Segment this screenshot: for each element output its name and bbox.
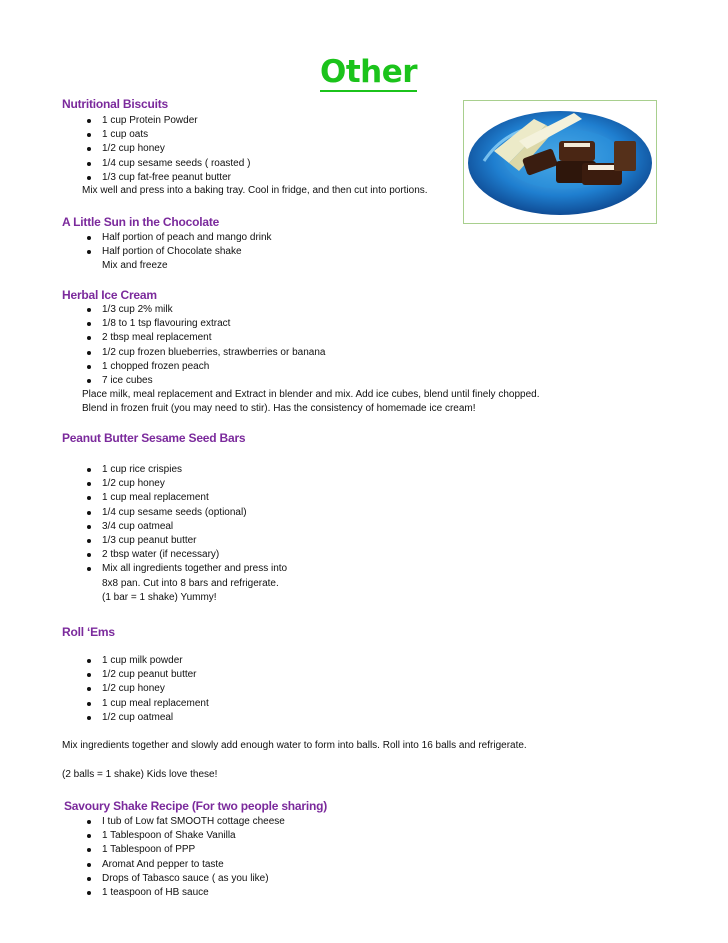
instructions-herbal-ice-cream-line-2: Blend in frozen fruit (you may need to stir). Has the consistency of homemade ice cream! — [82, 403, 476, 414]
list-item: 1 teaspoon of HB sauce — [62, 886, 285, 900]
list-item: 1/4 cup sesame seeds (optional) — [62, 506, 287, 520]
list-item: Half portion of Chocolate shake — [62, 245, 272, 259]
section-heading-roll-ems: Roll ‘Ems — [62, 625, 115, 639]
list-item: 1/3 cup fat-free peanut butter — [62, 171, 250, 185]
ingredient-list-little-sun — [62, 231, 272, 274]
list-item: 1 cup milk powder — [62, 654, 209, 668]
note-roll-ems: (2 balls = 1 shake) Kids love these! — [62, 769, 218, 780]
list-item-note: Mix and freeze — [102, 260, 168, 272]
list-item: 1 cup oats — [62, 128, 250, 142]
instructions-nutritional-biscuits: Mix well and press into a baking tray. Cool in fridge, and then cut into portions. — [82, 185, 428, 196]
list-item: 1/2 cup frozen blueberries, strawberries or banana — [62, 346, 325, 360]
list-item: 1 Tablespoon of PPP — [62, 843, 285, 857]
list-item: Mix all ingredients together and press into — [62, 562, 287, 576]
list-item: 1/8 to 1 tsp flavouring extract — [62, 317, 325, 331]
list-item: Aromat And pepper to taste — [62, 858, 285, 872]
list-item-continuation: 8x8 pan. Cut into 8 bars and refrigerate. — [102, 577, 279, 589]
section-heading-little-sun: A Little Sun in the Chocolate — [62, 215, 220, 229]
list-item: 2 tbsp water (if necessary) — [62, 548, 287, 562]
ingredient-list-savoury-shake — [62, 815, 285, 900]
list-item: 3/4 cup oatmeal — [62, 520, 287, 534]
section-heading-peanut-butter-bars: Peanut Butter Sesame Seed Bars — [62, 431, 246, 445]
ingredient-list-roll-ems — [62, 654, 209, 725]
list-item: 1/2 cup oatmeal — [62, 711, 209, 725]
list-item: 1 Tablespoon of Shake Vanilla — [62, 829, 285, 843]
ingredient-list-peanut-butter-bars — [62, 463, 287, 605]
section-heading-herbal-ice-cream: Herbal Ice Cream — [62, 288, 157, 302]
ingredient-list-nutritional-biscuits — [62, 114, 250, 185]
section-heading-savoury-shake: Savoury Shake Recipe (For two people sharing) — [64, 799, 328, 813]
list-item: 1 cup Protein Powder — [62, 114, 250, 128]
list-item: 1/3 cup 2% milk — [62, 303, 325, 317]
list-item-continuation: (1 bar = 1 shake) Yummy! — [102, 591, 217, 603]
page-title: Other — [320, 54, 418, 90]
list-item: 1/2 cup honey — [62, 142, 250, 156]
list-item: 1 cup rice crispies — [62, 463, 287, 477]
list-item: 1/2 cup honey — [62, 682, 209, 696]
section-heading-nutritional-biscuits: Nutritional Biscuits — [62, 97, 169, 111]
list-item: 1/2 cup honey — [62, 477, 287, 491]
list-item: 1/2 cup peanut butter — [62, 668, 209, 682]
list-item: 1 cup meal replacement — [62, 697, 209, 711]
list-item: 1/4 cup sesame seeds ( roasted ) — [62, 157, 250, 171]
list-item: 1 cup meal replacement — [62, 491, 287, 505]
list-item: I tub of Low fat SMOOTH cottage cheese — [62, 815, 285, 829]
list-item: 1 chopped frozen peach — [62, 360, 325, 374]
list-item: Half portion of peach and mango drink — [62, 231, 272, 245]
list-item: Drops of Tabasco sauce ( as you like) — [62, 872, 285, 886]
ingredient-list-herbal-ice-cream — [62, 303, 325, 388]
protein-bars-photo — [463, 100, 657, 224]
list-item: 2 tbsp meal replacement — [62, 331, 325, 345]
instructions-herbal-ice-cream-line-1: Place milk, meal replacement and Extract in blender and mix. Add ice cubes, blend until finely chopped. — [82, 389, 540, 400]
list-item: 1/3 cup peanut butter — [62, 534, 287, 548]
list-item: 7 ice cubes — [62, 374, 325, 388]
instructions-roll-ems: Mix ingredients together and slowly add enough water to form into balls. Roll into 16 balls and refrigerate. — [62, 740, 527, 751]
